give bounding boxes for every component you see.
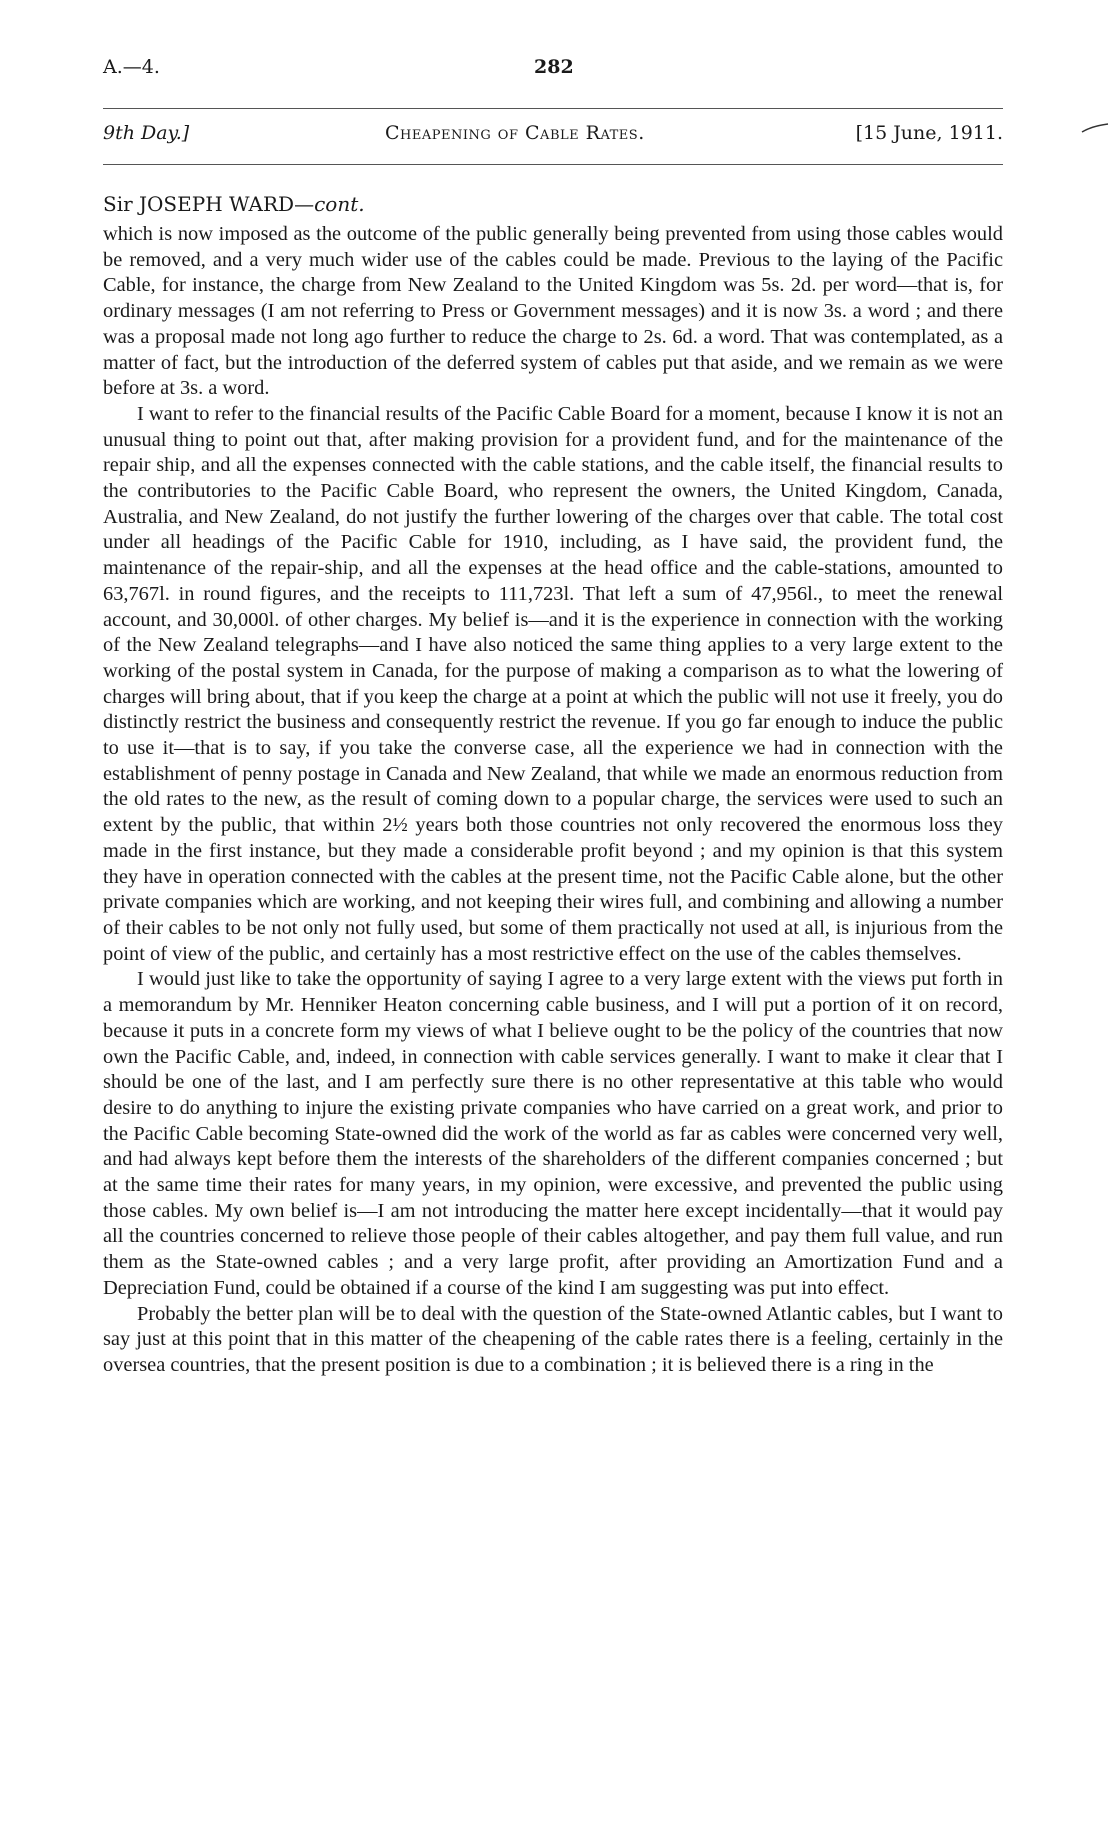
page-top-line [103,56,1003,84]
paragraph: Probably the better plan will be to deal with the question of the State-owned Atlantic cables, but I want to say just at this point that in this matter of the cheapening of the cable rates there is a feeling, certainly in the oversea countries, that the present position is due to a combination ; it is believed there is a ring in the [103,1302,1003,1376]
paragraph: I would just like to take the opportunity of saying I agree to a very large extent with the views put forth in a memorandum by Mr. Henniker Heaton concerning cable business, and I will put a portion of it on record, because it puts in a concrete form my views of what I believe ought to be the policy of the countries that now own the Pacific Cable, and, indeed, in connection with cable services generally. I want to make it clear that I should be one of the last, and I am perfectly sure there is no other representative at this table who would desire to do anything to injure the existing private companies who have carried on a great work, and prior to the Pacific Cable becoming State-owned did the work of the world as far as cables were concerned very well, and had always kept before them the interests of the shareholders of the different companies concerned ; but at the same time their rates for many years, in my opinion, were excessive, and prevented the public using those cables. My own belief is—I am not introducing the matter here except incidentally—that it would pay all the countries concerned to relieve those people of their cables altogether, and pay them full value, and run them as the State-owned cables ; and a very large profit, after providing an Amortization Fund and a Depreciation Fund, could be obtained if a course of the kind I am suggesting was put into effect. [103,968,1003,1299]
header-rule-top [103,108,1003,109]
margin-pen-mark [1080,122,1110,136]
header-rule-bottom [103,164,1003,165]
page-number: 282 [534,56,574,78]
body-text [103,222,1003,1379]
speaker-heading [103,192,365,216]
speaker-cont: cont. [314,192,365,216]
speaker-name: Sir JOSEPH WARD— [103,192,315,216]
paragraph: which is now imposed as the outcome of the public generally being prevented from using those cables would be removed, and a very much wider use of the cables could be made. Previous to the laying of the Pacific Cable, for instance, the charge from New Zealand to the United Kingdom was 5s. 2d. per word—that is, for ordinary messages (I am not referring to Press or Government messages) and it is now 3s. a word ; and there was a proposal made not long ago further to reduce the charge to 2s. 6d. a word. That was contemplated, as a matter of fact, but the introduction of the deferred system of cables put that aside, and we remain as we were before at 3s. a word. [103,223,1003,400]
running-head-title: Cheapening of Cable Rates. [385,122,645,144]
series-label: A.—4. [103,56,160,78]
running-head-day: 9th Day.] [103,122,190,144]
running-head [103,122,1003,150]
paragraph: I want to refer to the financial results of the Pacific Cable Board for a moment, because I know it is not an unusual thing to point out that, after making provision for a provident fund, and for the maintenance of the repair ship, and all the expenses connected with the cable stations, and the cable itself, the financial results to the contributories to the Pacific Cable Board, who represent the owners, the United Kingdom, Canada, Australia, and New Zealand, do not justify the further lowering of the charges over that cable. The total cost under all headings of the Pacific Cable for 1910, including, as I have said, the provident fund, the maintenance of the repair-ship, and all the expenses at the head office and the cable-stations, amounted to 63,767l. in round figures, and the receipts to 111,723l. That left a sum of 47,956l., to meet the renewal account, and 30,000l. of other charges. My belief is—and it is the experience in connection with the working of the New Zealand telegraphs—and I have also noticed the same thing applies to a very large extent to the working of the postal system in Canada, for the purpose of making a comparison as to what the lowering of charges will bring about, that if you keep the charge at a point at which the public will not use it freely, you do distinctly restrict the business and consequently restrict the revenue. If you go far enough to induce the public to use it—that is to say, if you take the converse case, all the experience we had in connection with the establishment of penny postage in Canada and New Zealand, that while we made an enormous reduction from the old rates to the new, as the result of coming down to a popular charge, the services were used to such an extent by the public, that within 2½ years both those countries not only recovered the enormous loss they made in the first instance, but they made a considerable profit beyond ; and my opinion is that this system they have in operation connected with the cables at the present time, not the Pacific Cable alone, but the other private companies which are working, and not keeping their wires full, and combining and allowing a number of their cables to be not only not fully used, but some of them practically not used at all, is injurious from the point of view of the public, and certainly has a most restrictive effect on the use of the cables themselves. [103,402,1003,965]
running-head-date: [15 June, 1911. [855,122,1003,144]
